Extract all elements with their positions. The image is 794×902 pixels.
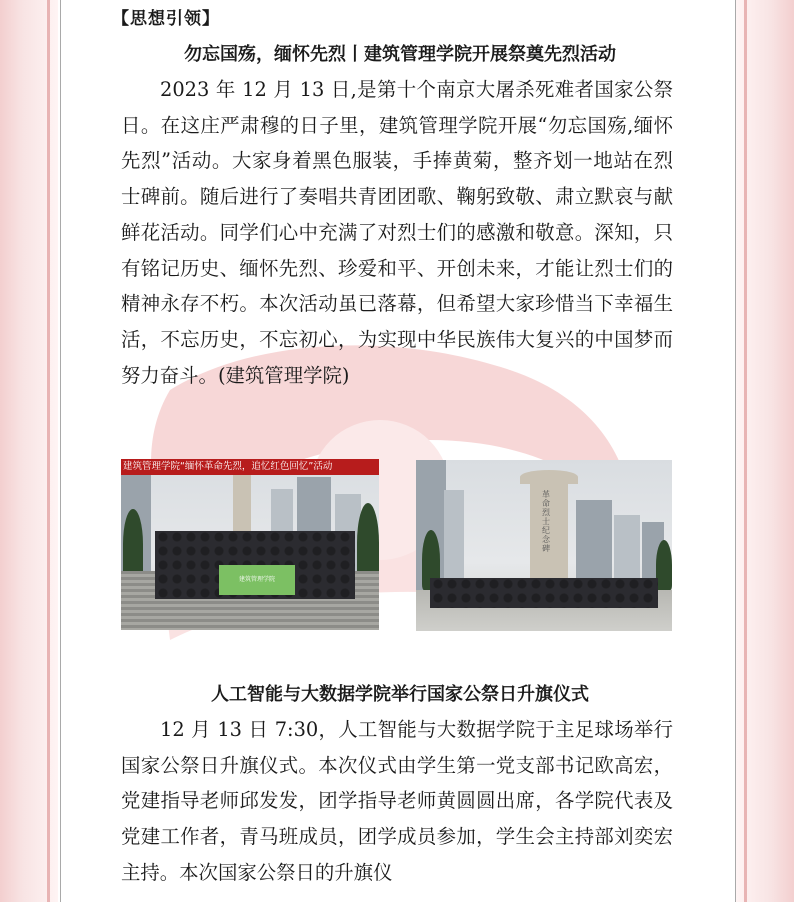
article-2-title: 人工智能与大数据学院举行国家公祭日升旗仪式: [211, 684, 589, 705]
green-banner: 建筑管理学院: [219, 565, 295, 595]
article-1-photo-group: [121, 459, 379, 630]
section-tag: 【思想引领】: [112, 9, 220, 29]
article-2-body: 12 月 13 日 7:30，人工智能与大数据学院于主足球场举行国家公祭日升旗仪式。本次仪式由学生第一党支部书记欧高宏，党建指导老师邱发发，团学指导老师黄圆圆出席，各学院代表及党建工作者，青马班成员，团学成员参加，学生会主持部刘奕宏主持。本次国家公祭日的升旗仪: [121, 718, 673, 884]
article-1-body: 2023 年 12 月 13 日,是第十个南京大屠杀死难者国家公祭日。在这庄严肃穆的日子里，建筑管理学院开展“勿忘国殇,缅怀先烈”活动。大家身着黑色服装，手捧黄菊，整齐划一地站在烈士碑前。随后进行了奏唱共青团团歌、鞠躬致敬、肃立默哀与献鲜花活动。同学们心中充满了对烈士们的感激和敬意。深知，只有铭记历史、缅怀先烈、珍爱和平、开创未来，才能让烈士们的精神永存不朽。本次活动虽已落幕，但希望大家珍惜当下幸福生活，不忘历史，不忘初心，为实现中华民族伟大复兴的中国梦而努力奋斗。(建筑管理学院): [121, 78, 673, 387]
article-1-title: 勿忘国殇，缅怀先烈丨建筑管理学院开展祭奠先烈活动: [184, 44, 616, 65]
monument-inscription: 革命烈士纪念碑: [542, 490, 550, 553]
article-1-photo-monument: [416, 460, 672, 631]
photo-1-caption: 建筑管理学院“缅怀革命先烈，追忆红色回忆”活动: [121, 459, 379, 475]
